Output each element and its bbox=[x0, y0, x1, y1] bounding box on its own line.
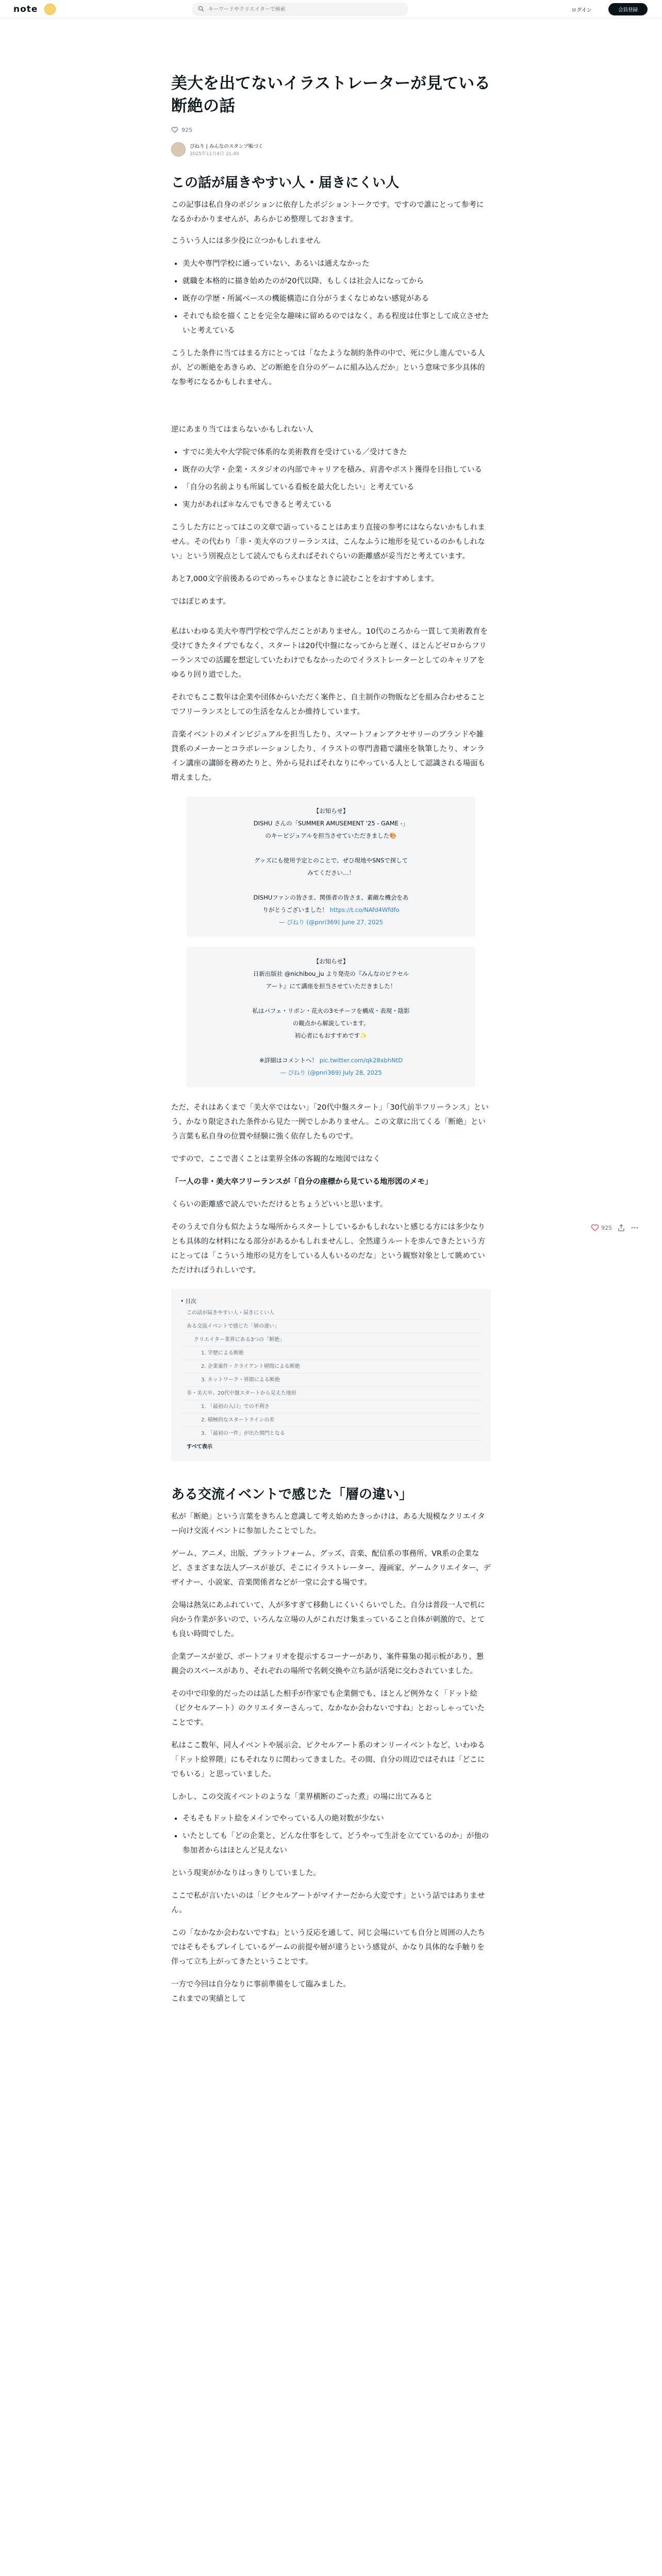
paragraph: 音楽イベントのメインビジュアルを担当したり、スマートフォンアクセサリーのブランドや雑貨系のメーカーとコラボレーションしたり、イラストの専門書籍で講座を執筆したり、オンライン講座の講師を務めたりと、外から見ればそれなりにやっている人として認識される場面も増えました。 bbox=[171, 731, 485, 782]
paragraph: 企業ブースが並び、ポートフォリオを提示するコーナーがあり、案件募集の掲示板があり、懇親会のスペースがあり、それぞれの場所で名刺交換や立ち話が活発に交わされていました。 bbox=[171, 1653, 484, 1675]
toc-item[interactable]: この話が届きやすい人・届きにくい人 bbox=[180, 1307, 482, 1320]
toc-item[interactable]: 2. 積極的なスタートラインの差 bbox=[180, 1414, 482, 1427]
embed-text: グッズにも使用予定とのことで、ぜひ現地やSNSで探して bbox=[254, 857, 408, 864]
embed-text: 私はパフェ・リボン・花火の3モチーフを構成・表現・陰影 bbox=[252, 1007, 410, 1014]
paragraph: 私が「断絶」という言葉をきちんと意識して考え始めたきっかけは、ある大規模なクリエイター向け交流イベントに参加したことでした。 bbox=[171, 1513, 485, 1535]
toc-show-all-button[interactable]: すべて表示 bbox=[187, 1444, 212, 1450]
embed-attribution[interactable]: — ぴねり (@pnri369) July 28, 2025 bbox=[280, 1069, 382, 1076]
embed-text: 初心者にもおすすめです✨ bbox=[294, 1032, 368, 1039]
search-icon bbox=[198, 6, 204, 12]
search-box[interactable] bbox=[192, 3, 408, 16]
paragraph-text: その中で印象的だったのは話した相手が作家でも企業側でも、ほとんど例外なく「ドット絵（ピクセルアート）のクリエイターさんって、なかなか会わないですね」とおっしゃっていたことです。 bbox=[171, 1690, 485, 1727]
embed-link[interactable]: https://t.co/NAfd4Wfdfo bbox=[329, 906, 400, 913]
more-icon[interactable] bbox=[631, 1224, 639, 1232]
list-item: • 美大や専門学校に通っていない、あるいは通えなかった bbox=[183, 257, 491, 271]
paragraph: しかし、この交流イベントのような「業界横断のごった煮」の場に出てみると bbox=[171, 1793, 433, 1801]
search-input[interactable] bbox=[208, 5, 399, 14]
side-like-count: 925 bbox=[601, 1224, 612, 1231]
toc-item[interactable]: 3. ネットワーク・界隈による断絶 bbox=[180, 1374, 482, 1387]
embed-text: DISHU さんの「SUMMER AMUSEMENT '25 - GAME -」 bbox=[253, 820, 409, 827]
toc-item[interactable]: 3. 「最初の一件」が出た関門となる bbox=[180, 1427, 482, 1440]
embedded-post[interactable] bbox=[187, 796, 475, 937]
login-button[interactable]: ログイン bbox=[561, 4, 602, 14]
paragraph: ですので、ここで書くことは業界全体の客観的な地図ではなく bbox=[171, 1155, 380, 1163]
list-item: • すでに美大や大学院で体系的な美術教育を受けている／受けてきた bbox=[183, 445, 491, 460]
toc-item[interactable]: 2. 企業案件・クライアント層間による断絶 bbox=[180, 1360, 482, 1374]
list-item: • 就職を本格的に描き始めたのが20代以降、もしくは社会人になってから bbox=[183, 274, 491, 289]
bullet-list bbox=[171, 257, 491, 338]
paragraph: それでもここ数年は企業や団体からいただく案件と、自主制作の物販などを組み合わせることでフリーランスとしての生活をなんとか維持しています。 bbox=[171, 693, 485, 716]
heart-icon[interactable] bbox=[171, 126, 178, 133]
toc-item[interactable]: 1. 学歴による断絶 bbox=[180, 1347, 482, 1360]
paragraph: この記事は私自身のポジションに依存したポジショントークです。ですので誰にとって参考になるかわかりませんが、あらかじめ整理しておきます。 bbox=[171, 201, 484, 224]
paragraph: こうした方にとってはこの文章で語っていることはあまり直接の参考にはならないかもしれません。その代わり「非・美大卒のフリーランスは、こんなふうに地形を見ているのかもしれない」という別視点として読んでもらえればそれぐらいの距離感が妥当だと考えています。 bbox=[171, 523, 485, 561]
share-icon[interactable] bbox=[617, 1224, 625, 1232]
embed-link[interactable]: pic.twitter.com/qk28xbhNtD bbox=[319, 1057, 403, 1064]
bullet-list bbox=[171, 445, 491, 512]
paragraph: ただ、それはあくまで「美大卒ではない」「20代中盤スタート」「30代前半フリーランス」という、かなり限定された条件から見た一例でしかありません。この文章に出てくる「断絶」という言葉も私自身の位置や経験に強く依存したものです。 bbox=[171, 1104, 489, 1141]
list-item: • 既存の大学・企業・スタジオの内部でキャリアを積み、肩書やポスト獲得を目指している bbox=[183, 463, 491, 477]
table-of-contents bbox=[171, 1289, 491, 1461]
toc-item[interactable]: 非・美大卒、20代中盤スタートから見えた地形 bbox=[180, 1387, 482, 1400]
embed-text: りがとうございました！ bbox=[262, 906, 328, 913]
embed-text: ※詳細はコメントへ！ bbox=[259, 1057, 318, 1064]
paragraph: くらいの距離感で読んでいただけるとちょうどいいと思います。 bbox=[171, 1200, 388, 1209]
publish-date: 2025年11月4日 21:40 bbox=[190, 151, 239, 157]
paragraph: こうした条件に当てはまる方にとっては「なたような制約条件の中で、死に少し進んでいる人が、どの断絶をあきらめ、どの断絶を自分のゲームに組み込んだか」という意味で多少具体的な参考になるかもしれません。 bbox=[171, 349, 485, 386]
list-item: • それでも絵を描くことを完全な趣味に留めるのではなく、ある程度は仕事として成立させたいと考えている bbox=[183, 309, 491, 338]
embed-text: DISHUファンの皆さま、関係者の皆さま、素敵な機会をあ bbox=[253, 894, 409, 901]
embed-text: 【お知らせ】 bbox=[313, 807, 349, 815]
list-item: • 「自分の名前よりも所属している看板を最大化したい」と考えている bbox=[183, 480, 491, 495]
list-item: • そもそもドット絵をメインでやっている人の絶対数が少ない bbox=[183, 1811, 491, 1826]
section-heading: ある交流イベントで感じた「層の違い」 bbox=[171, 1487, 413, 1502]
floating-actions bbox=[591, 1220, 639, 1235]
paragraph: ではぽじめます。 bbox=[171, 598, 230, 606]
toc-item[interactable]: 1. 「最初の入口」での不利さ bbox=[180, 1400, 482, 1414]
embed-text bbox=[197, 842, 465, 854]
side-like-button[interactable] bbox=[591, 1224, 612, 1232]
paragraph: この「なかなか会わないですね」という反応を通して、同じ会場にいても自分と周囲の人たちではそもそもプレイしているゲームの前提や層が違うという感覚が、かなり具体的な手触りを伴って立ち上がってきたということです。 bbox=[171, 1929, 485, 1966]
embed-text bbox=[197, 1054, 465, 1066]
embed-text: の観点から解説しています。 bbox=[292, 1020, 370, 1027]
list-item: • 既存の学歴・所属ベースの機能構造に自分がうまくなじめない感覚がある bbox=[183, 292, 491, 306]
embed-attribution[interactable]: — ぴねり (@pnri369) June 27, 2025 bbox=[279, 919, 383, 926]
toc-heading-label: 目次 bbox=[185, 1298, 196, 1304]
paragraph bbox=[171, 1687, 491, 1730]
embed-text bbox=[197, 879, 465, 891]
paragraph: 一方で今回は自分なりに事前準備をして臨みました。 bbox=[171, 1980, 351, 1989]
paragraph: ここで私が言いたいのは「ピクセルアートがマイナーだから大変です」という話ではありません。 bbox=[171, 1892, 485, 1914]
article bbox=[171, 72, 491, 2006]
note-logo[interactable]: note bbox=[13, 4, 38, 14]
author-name[interactable]: ぴねり | みんなのスタンプ帳づく bbox=[190, 144, 263, 149]
embed-text: のキービジュアルを担当させていただきました🎨 bbox=[265, 832, 397, 839]
paragraph: 会場は熱気にあふれていて、人が多すぎて移動しにくいくらいでした。自分は普段一人で机に向かう作業が多いので、いろんな立場の人がこれだけ集まっていること自体が刺激的で、とても良い時間でした。 bbox=[171, 1601, 485, 1638]
embedded-post[interactable] bbox=[187, 947, 475, 1087]
avatar[interactable] bbox=[171, 142, 186, 157]
user-badge-icon bbox=[44, 4, 56, 15]
emphasis-quote: 「一人の非・美大卒フリーランスが「自分の座標から見ている地形図のメモ」 bbox=[171, 1178, 433, 1186]
paragraph: という現実がかなりはっきりしていました。 bbox=[171, 1869, 321, 1877]
paragraph: 私はここ数年、同人イベントや展示会、ピクセルアート系のオンリーイベントなど、いわゆる「ドット絵界隈」にもそれなりに関わってきました。その間、自分の周辺ではそれは「どこにでもいる」と思っていました。 bbox=[171, 1741, 485, 1778]
signup-button[interactable]: 会員登録 bbox=[608, 3, 648, 15]
embed-text bbox=[197, 904, 465, 916]
paragraph: そのうえで自分も似たような場所からスタートしているかもしれないと感じる方には多少なりとも具体的な材料になる部分があるかもしれませんし、全然違うルートを歩んできたという方にとっては「こういう地形の見方をしている人もいるのだな」という観察対象として眺めていただければうれしいです。 bbox=[171, 1223, 485, 1275]
embed-text bbox=[197, 1042, 465, 1054]
list-item: • いたとしても「どの企業と、どんな仕事をして、どうやって生計を立てているのか」が他の参加者からはほとんど見えない bbox=[183, 1829, 491, 1858]
paragraph: 逆にあまり当てはまらないかもしれない人 bbox=[171, 426, 313, 434]
heart-icon[interactable] bbox=[591, 1224, 599, 1232]
like-count: 925 bbox=[181, 126, 192, 133]
embed-text: 【お知らせ】 bbox=[313, 958, 349, 965]
paragraph: こういう人には多少役に立つかもしれません bbox=[171, 237, 321, 245]
top-navbar bbox=[0, 0, 662, 19]
embed-text bbox=[197, 992, 465, 1005]
like-counter[interactable] bbox=[171, 125, 491, 135]
paragraph: これまでの実績として bbox=[171, 1995, 246, 2003]
list-item: • 実力があれば＊なんでもできると考えている bbox=[183, 498, 491, 512]
paragraph: 私はいわゆる美大や専門学校で学んだことがありません。10代のころから一貫して美術教育を受けてきたタイプでもなく、スタートは20代中盤になってからと遅く、ほとんどゼロからフリーランスでの活躍を想定していたわけでもなかったのでイラストレーターとしてのキャリアをゆるり回り道でした。 bbox=[171, 628, 488, 679]
section-heading: この話が届きやすい人・届きにくい人 bbox=[171, 175, 400, 191]
embed-text: みてください…！ bbox=[307, 869, 355, 876]
toc-item[interactable]: クリエイター業界にある3つの「断絶」 bbox=[180, 1333, 482, 1347]
embed-text: アート』にて講座を担当させていただきました！ bbox=[266, 982, 396, 990]
toc-heading: • 目次 bbox=[180, 1298, 196, 1304]
toc-item[interactable]: ある交流イベントで感じた「層の違い」 bbox=[180, 1320, 482, 1333]
paragraph: ゲーム、アニメ、出版、プラットフォーム、グッズ、音楽、配信系の事務所、VR系の企業など、さまざまな法人ブースが並び、そこにイラストレーター、漫画家、ゲームクリエイター、デザイナー、小説家、音楽関係者などが一堂に会する場です。 bbox=[171, 1550, 491, 1587]
paragraph: あと7,000文字前後あるのでめっちゃひまなときに読むことをおすすめします。 bbox=[171, 575, 439, 583]
bullet-list bbox=[171, 1811, 491, 1858]
author-block[interactable] bbox=[171, 141, 491, 159]
embed-text: 日新出版社 @nichibou_ju より発売の『みんなのピクセル bbox=[253, 970, 409, 977]
article-title: 美大を出てないイラストレーターが見ている断絶の話 bbox=[171, 74, 491, 115]
